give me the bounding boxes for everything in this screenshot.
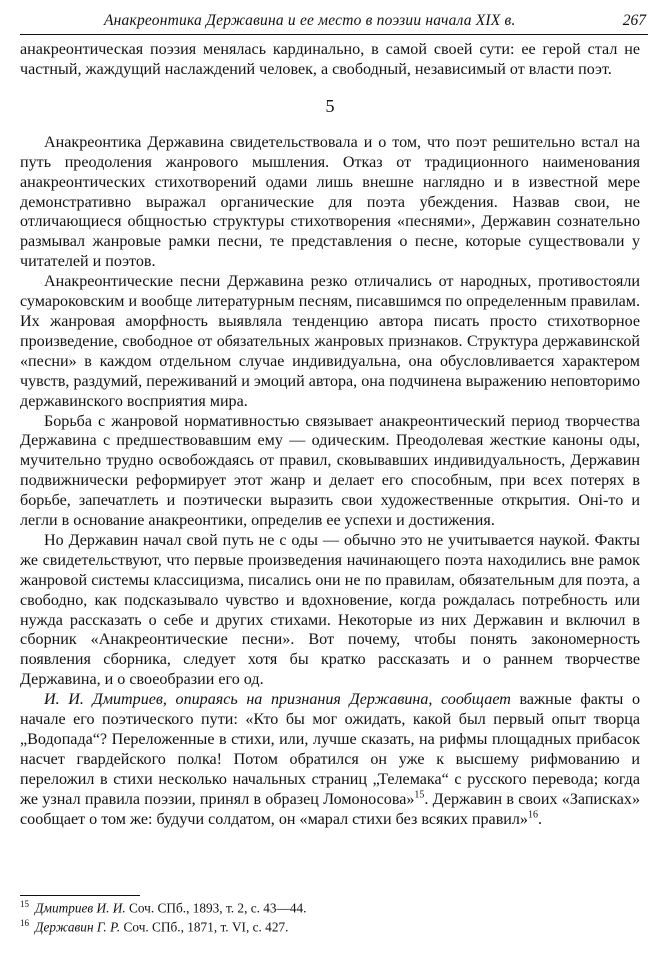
paragraph-2: Анакреонтические песни Державина резко отличались от народных, противостояли сумароковским и вообще литературным песням, писавшимся по определенным правилам. Их жанровая аморфность выявляла тенденцию автора писать просто стихотворное произведение, свободное от обязательных жанровых признаков. Структура державинской «песни» в каждом отдельном случае индивидуальна, она обусловливается характером чувств, раздумий, переживаний и эмоций автора, она подчинена выражению неповторимо державинского восприятия мира.: [20, 273, 640, 410]
paragraph-continued: анакреонтическая поэзия менялась кардинально, в самой своей сути: ее герой стал не частный, жаждущий наслаждений человек, а свободный, независимый от власти поэт.: [20, 41, 640, 78]
paragraph-5-end: .: [537, 810, 543, 828]
footnote-text: Соч. СПб., 1893, т. 2, с. 43—44.: [125, 900, 307, 916]
footnote-text: Соч. СПб., 1871, т. VI, с. 427.: [120, 919, 289, 935]
italic-phrase: , опираясь на признания Державина, сообщает: [162, 691, 511, 709]
cited-author: И. И. Дмитриев: [44, 691, 163, 709]
footnote-number: 16: [20, 917, 29, 928]
footnote-ref-15[interactable]: 15: [414, 789, 425, 801]
footnote-number: 15: [20, 899, 29, 909]
page-header: [20, 8, 648, 35]
paragraph-5-text-2: . Державин в своих «Записках» сообщает о том же: будучи солдатом, он «марал стихи без всяких правил»: [20, 790, 641, 828]
paragraph-5: [20, 690, 640, 829]
paragraph-3: Борьба с жанровой нормативностью связывает анакреонтический период творчества Державина с предшествовавшим ему — одическим. Преодолевая жесткие каноны оды, мучительно трудно освобождаясь от правил, сковывавших индивидуальность, Державин подвижнически реформирует этот жанр и делает его способным, при всех потерях в борьбе, запечатлеть и поэтически выразить свои художественные открытия. Оні-то и легли в основание анакреонтики, определив ее успехи и достижения.: [20, 412, 640, 530]
footnote-author: Державин Г. Р.: [35, 919, 121, 935]
page-number: 267: [622, 12, 646, 29]
section-number: 5: [325, 95, 335, 116]
footnote-16: [20, 916, 640, 935]
paragraph-1: Анакреонтика Державина свидетельствовала и о том, что поэт решительно встал на путь преодоления жанрового мышления. Отказ от традиционного наименования анакреонтических стихотворений одами лишь внешне наглядно и в известной мере демонстративно выражал органические для поэта убеждения. Назвав свои, не отличающиеся общностью структуры стихотворения «песнями», Державин сознательно размывал жанровые рамки песни, те представления о песне, которые существовали у читателей и поэтов.: [20, 133, 640, 271]
page-body: [20, 40, 640, 830]
footnote-author: Дмитриев И. И.: [35, 900, 126, 916]
footnotes: [20, 897, 640, 935]
paragraph-4: Но Державин начал свой путь не с оды — обычно это не учитывается наукой. Факты же свидетельствуют, что первые произведения начинающего поэта находились вне рамок жанровой системы классицизма, писались они не по правилам, обязательным для поэта, а свободно, как подсказывало чувство и вдохновение, когда рождалась потребность или нужда рассказать о себе и других стихами. Некоторые из них Державин и включил в сборник «Анакреонтические песни». Вот почему, чтобы понять закономерность появления сборника, следует хотя бы кратко рассказать и о раннем творчестве Державина, и о своеобразии его од.: [20, 531, 640, 689]
paragraph-5-text: важные факты о начале его поэтического пути: «Кто бы мог ожидать, какой был первый опыт творца „Водопада“? Переложенные в стихи, или, лучше сказать, на рифмы площадных прибасок насчет гвардейского полка! Потом обратился он уже к высшему рифмованию и переложил в стихи несколько начальных страниц „Телемака“ с русского перевода; когда же узнал правила поэзии, принял в образец Ломоносова»: [20, 691, 640, 808]
footnote-15: [20, 897, 640, 916]
footnote-ref-16[interactable]: 16: [527, 809, 538, 821]
footnote-divider: [20, 895, 140, 896]
running-title: Анакреонтика Державина и ее место в поэзии начала XIX в.: [104, 12, 516, 29]
